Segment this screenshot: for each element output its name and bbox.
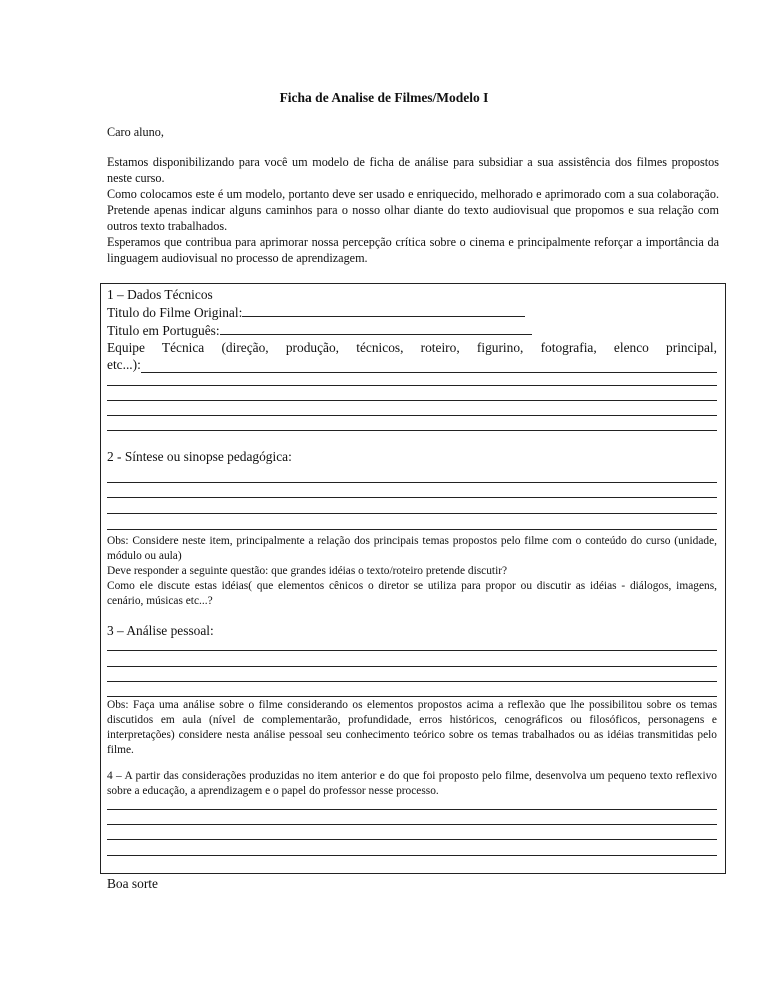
section3-obs: Obs: Faça uma análise sobre o filme considerando os elementos propostos acima a reflexão que lhe possibilitou sobre os temas discutidos em aula (nível de complementarão, profundidade, erros históricos, cenográficos ou filosóficos, personagens e interpretações) considere nesta análise pessoal seu conhecimento teórico sobre os temas trabalhados ou as idéias transmitidas pelo filme. xyxy=(107,699,717,756)
intro-paragraph-1: Estamos disponibilizando para você um modelo de ficha de análise para subsidiar a sua assistência dos filmes propostos neste curso. xyxy=(107,155,719,185)
field-original-title[interactable] xyxy=(107,303,717,321)
form-box xyxy=(100,283,726,874)
intro-paragraph-2: Como colocamos este é um modelo, portanto deve ser usado e enriquecido, melhorado e aprimorado com a sua colaboração. Pretende apenas indicar alguns caminhos para o nosso olhar diante do texto audiovisual que propomos e sua relação com outros texto trabalhados. xyxy=(107,187,719,233)
section2-obs-1: Obs: Considere neste item, principalmente a relação dos principais temas propostos pelo filme com o conteúdo do curso (unidade, módulo ou aula) xyxy=(107,535,717,562)
answer-line[interactable] xyxy=(107,824,717,825)
section2-obs-3: Como ele discute estas idéias( que elementos cênicos o diretor se utiliza para propor ou discutir as idéias - diálogos, imagens, cenário, músicas etc...? xyxy=(107,580,717,607)
section3-heading: 3 – Análise pessoal: xyxy=(107,623,214,638)
answer-line[interactable] xyxy=(107,513,717,514)
answer-line[interactable] xyxy=(107,497,717,498)
field-team-label-cont: etc...): xyxy=(107,357,141,372)
intro-section xyxy=(107,124,719,266)
section4-prompt: 4 – A partir das considerações produzidas no item anterior e do que foi proposto pelo filme, desenvolva um pequeno texto reflexivo sobre a educação, a aprendizagem e o papel do professor nesse processo. xyxy=(107,770,717,797)
answer-line[interactable] xyxy=(107,650,717,651)
answer-line[interactable] xyxy=(107,482,717,483)
closing-text: Boa sorte xyxy=(107,876,158,891)
answer-line[interactable] xyxy=(107,681,717,682)
section2-obs xyxy=(107,534,717,609)
answer-line[interactable] xyxy=(107,430,717,431)
answer-line[interactable] xyxy=(107,385,717,386)
answer-line[interactable] xyxy=(107,529,717,530)
field-portuguese-title-label: Titulo em Português: xyxy=(107,323,220,338)
field-portuguese-title[interactable] xyxy=(107,321,717,339)
intro-paragraph-3: Esperamos que contribua para aprimorar nossa percepção crítica sobre o cinema e principalmente reforçar a importância da linguagem audiovisual no processo de aprendizagem. xyxy=(107,235,719,265)
field-team[interactable] xyxy=(107,356,717,373)
field-portuguese-title-line[interactable] xyxy=(220,321,532,335)
answer-line[interactable] xyxy=(107,809,717,810)
answer-line[interactable] xyxy=(107,855,717,856)
field-original-title-label: Titulo do Filme Original: xyxy=(107,305,243,320)
answer-line[interactable] xyxy=(107,696,717,697)
section1-heading: 1 – Dados Técnicos xyxy=(107,287,213,302)
answer-line[interactable] xyxy=(107,415,717,416)
answer-line[interactable] xyxy=(107,839,717,840)
field-original-title-line[interactable] xyxy=(242,303,525,317)
section2-heading: 2 - Síntese ou sinopse pedagógica: xyxy=(107,449,292,464)
answer-line[interactable] xyxy=(107,666,717,667)
document-title: Ficha de Analise de Filmes/Modelo I xyxy=(279,90,489,105)
field-team-line[interactable] xyxy=(141,359,717,373)
answer-line[interactable] xyxy=(107,400,717,401)
section2-obs-2: Deve responder a seguinte questão: que grandes idéias o texto/roteiro pretende discutir? xyxy=(107,565,508,577)
greeting: Caro aluno, xyxy=(107,125,164,139)
field-team-label: Equipe Técnica (direção, produção, técnicos, roteiro, figurino, fotografia, elenco principal, xyxy=(107,340,717,355)
